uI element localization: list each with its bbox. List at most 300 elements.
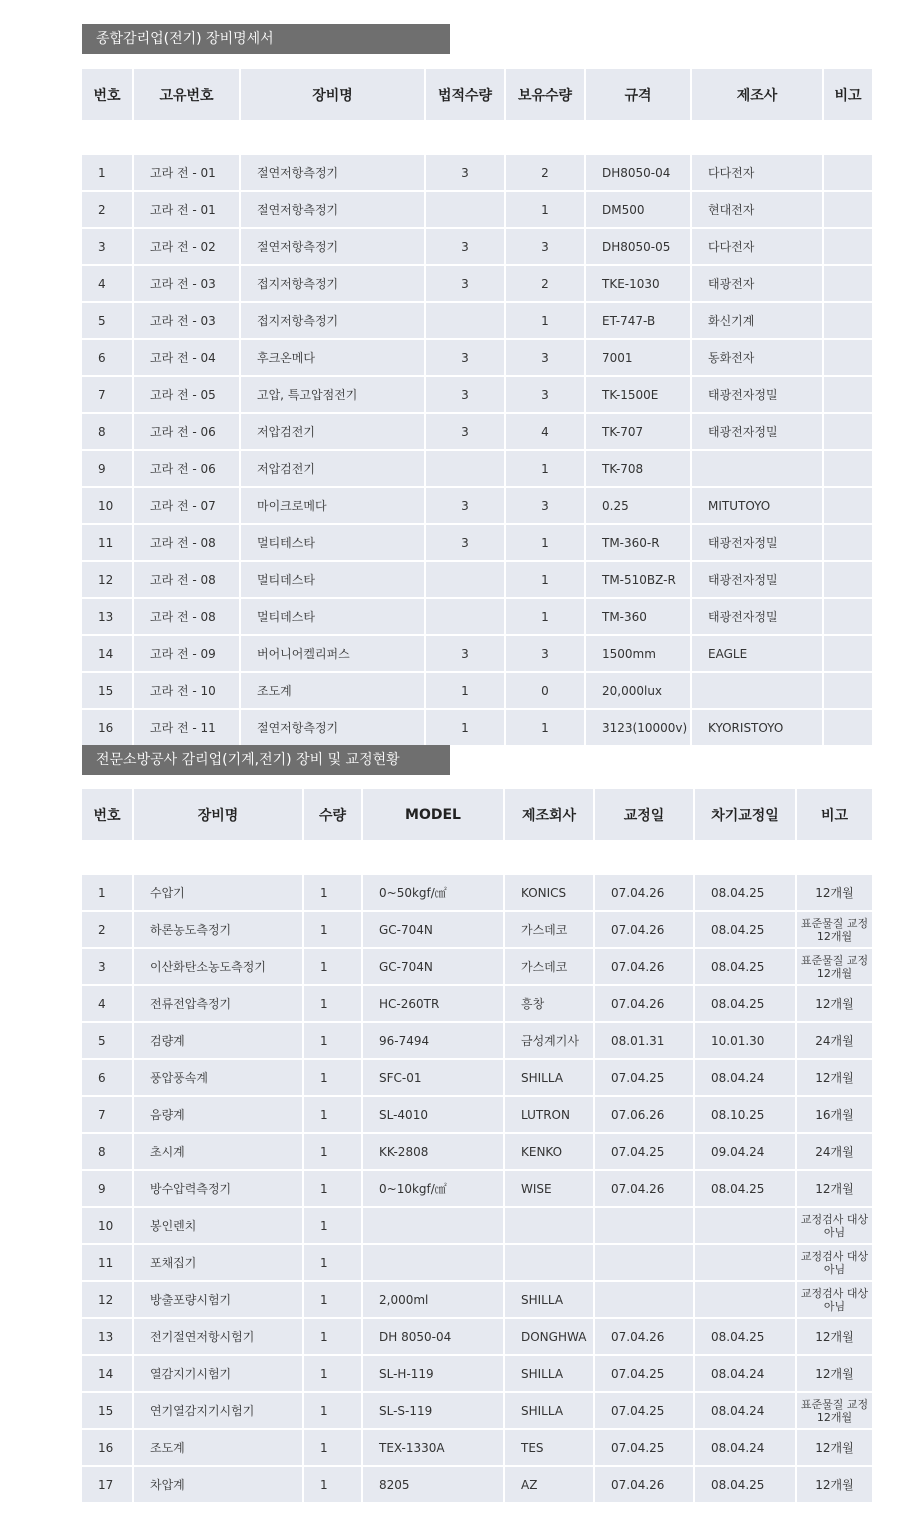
table-cell bbox=[426, 303, 506, 340]
table-cell: 1 bbox=[506, 710, 586, 747]
table-cell: 고라 전 - 09 bbox=[134, 636, 241, 673]
table-cell: 1 bbox=[304, 1023, 363, 1060]
table-cell: 08.04.25 bbox=[695, 1171, 797, 1208]
table-cell bbox=[695, 1282, 797, 1319]
table-cell: 1 bbox=[304, 1208, 363, 1245]
table-cell: 1 bbox=[506, 599, 586, 636]
table-cell: DH8050-05 bbox=[586, 229, 692, 266]
table-cell: 저압검전기 bbox=[241, 414, 426, 451]
table-cell: 3 bbox=[426, 414, 506, 451]
table-cell: TM-360-R bbox=[586, 525, 692, 562]
table-cell: MITUTOYO bbox=[692, 488, 824, 525]
table-row bbox=[82, 303, 872, 340]
table-cell: 2,000ml bbox=[363, 1282, 505, 1319]
table-cell: 17 bbox=[82, 1467, 134, 1504]
table-cell: 10.01.30 bbox=[695, 1023, 797, 1060]
table-cell: 표준물질 교정12개월 bbox=[797, 1393, 872, 1430]
table-cell: 3 bbox=[426, 155, 506, 192]
table-cell: 07.04.25 bbox=[595, 1430, 695, 1467]
table-cell: 조도계 bbox=[241, 673, 426, 710]
table-cell: EAGLE bbox=[692, 636, 824, 673]
table-cell: 07.06.26 bbox=[595, 1097, 695, 1134]
table-cell: 풍압풍속계 bbox=[134, 1060, 304, 1097]
column-header: 장비명 bbox=[241, 69, 426, 120]
table-cell: 13 bbox=[82, 599, 134, 636]
table-cell: 고라 전 - 02 bbox=[134, 229, 241, 266]
table-cell: 고압, 특고압점전기 bbox=[241, 377, 426, 414]
table-cell: 고라 전 - 08 bbox=[134, 599, 241, 636]
table-cell: 포채집기 bbox=[134, 1245, 304, 1282]
table-cell bbox=[426, 451, 506, 488]
table-cell bbox=[824, 636, 872, 673]
table-cell: 3 bbox=[506, 340, 586, 377]
table-cell: 0.25 bbox=[586, 488, 692, 525]
table-cell: 12 bbox=[82, 1282, 134, 1319]
table-cell: TKE-1030 bbox=[586, 266, 692, 303]
table-cell: 절연저항측정기 bbox=[241, 710, 426, 747]
table-cell: 가스데코 bbox=[505, 912, 595, 949]
table-cell bbox=[363, 1208, 505, 1245]
table-cell: 차압계 bbox=[134, 1467, 304, 1504]
table-cell: 3 bbox=[506, 377, 586, 414]
table-cell: 가스데코 bbox=[505, 949, 595, 986]
table-cell: 후크온메다 bbox=[241, 340, 426, 377]
table-cell: TM-360 bbox=[586, 599, 692, 636]
column-header: 비고 bbox=[824, 69, 872, 120]
table-cell: 고라 전 - 01 bbox=[134, 192, 241, 229]
table-cell bbox=[595, 1245, 695, 1282]
table-cell: 마이크로메다 bbox=[241, 488, 426, 525]
table-cell: 표준물질 교정 12개월 bbox=[797, 912, 872, 949]
table-cell: 6 bbox=[82, 1060, 134, 1097]
table-cell: SL-H-119 bbox=[363, 1356, 505, 1393]
table-cell: 1 bbox=[82, 155, 134, 192]
table-cell: 96-7494 bbox=[363, 1023, 505, 1060]
table-cell bbox=[824, 377, 872, 414]
table-cell: 7 bbox=[82, 377, 134, 414]
table-cell bbox=[824, 673, 872, 710]
column-header: MODEL bbox=[363, 789, 505, 840]
table-cell: DH 8050-04 bbox=[363, 1319, 505, 1356]
table-cell: 표준물질 교정 12개월 bbox=[797, 949, 872, 986]
table-cell: 0~50kgf/㎠ bbox=[363, 875, 505, 912]
table-row bbox=[82, 673, 872, 710]
table-cell: 24개월 bbox=[797, 1134, 872, 1171]
table-cell: 고라 전 - 06 bbox=[134, 451, 241, 488]
table-cell: LUTRON bbox=[505, 1097, 595, 1134]
table-cell: 고라 전 - 03 bbox=[134, 266, 241, 303]
table-cell bbox=[505, 1245, 595, 1282]
equipment-spec-title: 종합감리업(전기) 장비명세서 bbox=[82, 24, 450, 54]
table-cell: 1 bbox=[506, 525, 586, 562]
table-cell: 고라 전 - 08 bbox=[134, 525, 241, 562]
table-cell: 동화전자 bbox=[692, 340, 824, 377]
table-cell bbox=[824, 562, 872, 599]
table-cell: 접지저항측정기 bbox=[241, 303, 426, 340]
table-cell: 교정검사 대상아님 bbox=[797, 1282, 872, 1319]
table-cell bbox=[824, 414, 872, 451]
table-cell: TK-707 bbox=[586, 414, 692, 451]
table-cell: SHILLA bbox=[505, 1356, 595, 1393]
table-cell: 07.04.26 bbox=[595, 1467, 695, 1504]
table-cell: 13 bbox=[82, 1319, 134, 1356]
table-cell: DONGHWA bbox=[505, 1319, 595, 1356]
table-cell: 3 bbox=[426, 525, 506, 562]
table-cell: KYORISTOYO bbox=[692, 710, 824, 747]
table-row bbox=[82, 1134, 872, 1171]
table-cell: 전기절연저항시험기 bbox=[134, 1319, 304, 1356]
table-cell: 1 bbox=[426, 710, 506, 747]
table-cell: HC-260TR bbox=[363, 986, 505, 1023]
table-cell: 9 bbox=[82, 1171, 134, 1208]
table-cell: 07.04.26 bbox=[595, 875, 695, 912]
table-cell: KK-2808 bbox=[363, 1134, 505, 1171]
table-cell: 5 bbox=[82, 1023, 134, 1060]
table-cell: 고라 전 - 04 bbox=[134, 340, 241, 377]
table-cell: 1 bbox=[304, 1467, 363, 1504]
table-cell: 12개월 bbox=[797, 1171, 872, 1208]
table-cell: 12 bbox=[82, 562, 134, 599]
table-cell: 10 bbox=[82, 488, 134, 525]
table-row bbox=[82, 1097, 872, 1134]
table-cell: 멀티데스타 bbox=[241, 562, 426, 599]
table-row bbox=[82, 710, 872, 747]
table-cell: 12개월 bbox=[797, 875, 872, 912]
table-cell: 1 bbox=[304, 1430, 363, 1467]
table-cell bbox=[824, 340, 872, 377]
table-cell: 7001 bbox=[586, 340, 692, 377]
table-cell: 10 bbox=[82, 1208, 134, 1245]
table-cell: 태광전자정밀 bbox=[692, 525, 824, 562]
table-row bbox=[82, 1356, 872, 1393]
table-cell: 연기열감지기시험기 bbox=[134, 1393, 304, 1430]
table-cell: 11 bbox=[82, 1245, 134, 1282]
table-cell: 08.04.25 bbox=[695, 949, 797, 986]
column-header: 차기교정일 bbox=[695, 789, 797, 840]
table-cell: 3 bbox=[426, 377, 506, 414]
table-cell bbox=[824, 229, 872, 266]
table-row bbox=[82, 525, 872, 562]
table-cell: 1 bbox=[82, 875, 134, 912]
table-cell: 고라 전 - 01 bbox=[134, 155, 241, 192]
table-cell: 3 bbox=[82, 229, 134, 266]
table-cell: 1500mm bbox=[586, 636, 692, 673]
table-cell: 15 bbox=[82, 673, 134, 710]
table-row bbox=[82, 488, 872, 525]
table-header-row bbox=[82, 69, 872, 120]
table-cell: 12개월 bbox=[797, 1319, 872, 1356]
table-cell: TK-708 bbox=[586, 451, 692, 488]
table-cell: SL-4010 bbox=[363, 1097, 505, 1134]
table-cell bbox=[824, 599, 872, 636]
table-cell: 08.04.25 bbox=[695, 1319, 797, 1356]
table-cell: 8 bbox=[82, 414, 134, 451]
table-cell: SHILLA bbox=[505, 1282, 595, 1319]
table-cell: 교정검사 대상아님 bbox=[797, 1245, 872, 1282]
table-cell: 08.04.24 bbox=[695, 1430, 797, 1467]
table-cell: 3 bbox=[506, 488, 586, 525]
table-cell: 현대전자 bbox=[692, 192, 824, 229]
table-cell bbox=[824, 303, 872, 340]
table-cell: 수압기 bbox=[134, 875, 304, 912]
table-row bbox=[82, 912, 872, 949]
table-row bbox=[82, 1171, 872, 1208]
table-cell: GC-704N bbox=[363, 912, 505, 949]
table-cell: 1 bbox=[304, 1060, 363, 1097]
table-row bbox=[82, 451, 872, 488]
table-cell: 흥창 bbox=[505, 986, 595, 1023]
table-row bbox=[82, 986, 872, 1023]
table-cell: 검량계 bbox=[134, 1023, 304, 1060]
table-cell bbox=[824, 525, 872, 562]
table-row bbox=[82, 1282, 872, 1319]
table-cell: 태광전자정밀 bbox=[692, 414, 824, 451]
table-cell: 고라 전 - 11 bbox=[134, 710, 241, 747]
table-cell: 2 bbox=[506, 155, 586, 192]
table-cell: 15 bbox=[82, 1393, 134, 1430]
column-header: 비고 bbox=[797, 789, 872, 840]
table-cell: 1 bbox=[506, 451, 586, 488]
table-row bbox=[82, 1208, 872, 1245]
table-cell: DM500 bbox=[586, 192, 692, 229]
table-cell: SFC-01 bbox=[363, 1060, 505, 1097]
table-cell: 1 bbox=[304, 949, 363, 986]
table-cell: 9 bbox=[82, 451, 134, 488]
table-cell: 절연저항측정기 bbox=[241, 155, 426, 192]
table-cell: 조도계 bbox=[134, 1430, 304, 1467]
table-cell: 8 bbox=[82, 1134, 134, 1171]
table-cell: 저압검전기 bbox=[241, 451, 426, 488]
table-cell: 6 bbox=[82, 340, 134, 377]
table-cell: 태광전자정밀 bbox=[692, 562, 824, 599]
table-cell: 2 bbox=[82, 192, 134, 229]
table-header-row bbox=[82, 789, 872, 840]
table-row bbox=[82, 875, 872, 912]
table-cell: 07.04.26 bbox=[595, 949, 695, 986]
table-cell: 08.04.25 bbox=[695, 986, 797, 1023]
table-cell: 8205 bbox=[363, 1467, 505, 1504]
table-cell: 3123(10000v) bbox=[586, 710, 692, 747]
table-cell: 봉인렌치 bbox=[134, 1208, 304, 1245]
table-row bbox=[82, 1245, 872, 1282]
table-cell: 12개월 bbox=[797, 1467, 872, 1504]
table-cell: 1 bbox=[506, 303, 586, 340]
table-cell: 태광전자정밀 bbox=[692, 377, 824, 414]
table-cell bbox=[824, 192, 872, 229]
column-header: 고유번호 bbox=[134, 69, 241, 120]
table-cell: 음량계 bbox=[134, 1097, 304, 1134]
column-header: 법적수량 bbox=[426, 69, 506, 120]
table-cell: TM-510BZ-R bbox=[586, 562, 692, 599]
column-header: 번호 bbox=[82, 69, 134, 120]
table-cell: 1 bbox=[304, 1134, 363, 1171]
table-cell: SHILLA bbox=[505, 1393, 595, 1430]
table-row bbox=[82, 636, 872, 673]
table-cell: 08.01.31 bbox=[595, 1023, 695, 1060]
table-cell: 08.04.24 bbox=[695, 1060, 797, 1097]
table-cell: 3 bbox=[426, 636, 506, 673]
table-cell: 하론농도측정기 bbox=[134, 912, 304, 949]
table-cell: 3 bbox=[506, 636, 586, 673]
table-cell: ET-747-B bbox=[586, 303, 692, 340]
table-cell: 1 bbox=[304, 1171, 363, 1208]
table-cell: 3 bbox=[82, 949, 134, 986]
table-cell: 1 bbox=[304, 986, 363, 1023]
table-cell: 1 bbox=[304, 1097, 363, 1134]
table-cell: 고라 전 - 08 bbox=[134, 562, 241, 599]
table-cell: 이산화탄소농도측정기 bbox=[134, 949, 304, 986]
calibration-status-title: 전문소방공사 감리업(기계,전기) 장비 및 교정현황 bbox=[82, 745, 450, 775]
table-row bbox=[82, 1467, 872, 1504]
table-cell: 4 bbox=[82, 986, 134, 1023]
table-cell bbox=[824, 451, 872, 488]
table-cell: 12개월 bbox=[797, 1430, 872, 1467]
table-cell: 08.04.25 bbox=[695, 875, 797, 912]
table-row bbox=[82, 1060, 872, 1097]
table-cell bbox=[426, 599, 506, 636]
table-row bbox=[82, 414, 872, 451]
table-row bbox=[82, 1023, 872, 1060]
table-row bbox=[82, 1393, 872, 1430]
table-cell: TK-1500E bbox=[586, 377, 692, 414]
table-cell: 방출포량시험기 bbox=[134, 1282, 304, 1319]
table-cell: 1 bbox=[304, 1319, 363, 1356]
table-cell: 07.04.26 bbox=[595, 1319, 695, 1356]
table-cell: 1 bbox=[304, 1282, 363, 1319]
column-header: 규격 bbox=[586, 69, 692, 120]
table-row bbox=[82, 1430, 872, 1467]
calibration-status-table bbox=[82, 789, 872, 1504]
table-row bbox=[82, 340, 872, 377]
table-cell: 2 bbox=[82, 912, 134, 949]
table-cell: 07.04.25 bbox=[595, 1134, 695, 1171]
table-cell: 열감지기시험기 bbox=[134, 1356, 304, 1393]
table-row bbox=[82, 229, 872, 266]
table-cell: 08.04.24 bbox=[695, 1356, 797, 1393]
table-cell: 20,000lux bbox=[586, 673, 692, 710]
table-cell: 1 bbox=[304, 1245, 363, 1282]
table-row bbox=[82, 266, 872, 303]
table-cell: 16개월 bbox=[797, 1097, 872, 1134]
table-cell: 16 bbox=[82, 1430, 134, 1467]
table-cell: 1 bbox=[304, 875, 363, 912]
table-cell: 3 bbox=[506, 229, 586, 266]
table-cell: 멀티데스타 bbox=[241, 599, 426, 636]
table-row bbox=[82, 949, 872, 986]
table-cell: 버어니어켈리퍼스 bbox=[241, 636, 426, 673]
table-cell: 2 bbox=[506, 266, 586, 303]
table-cell: 1 bbox=[304, 1356, 363, 1393]
table-cell: 1 bbox=[506, 192, 586, 229]
table-cell bbox=[695, 1208, 797, 1245]
table-cell: 0~10kgf/㎠ bbox=[363, 1171, 505, 1208]
table-cell bbox=[595, 1208, 695, 1245]
table-cell: 3 bbox=[426, 266, 506, 303]
column-header: 교정일 bbox=[595, 789, 695, 840]
table-cell: WISE bbox=[505, 1171, 595, 1208]
table-cell: 멀티테스타 bbox=[241, 525, 426, 562]
table-row bbox=[82, 562, 872, 599]
table-cell: 12개월 bbox=[797, 986, 872, 1023]
column-header: 보유수량 bbox=[506, 69, 586, 120]
table-cell: 1 bbox=[304, 1393, 363, 1430]
table-cell: 08.04.24 bbox=[695, 1393, 797, 1430]
table-row bbox=[82, 1319, 872, 1356]
table-cell: 절연저항측정기 bbox=[241, 192, 426, 229]
table-cell: KONICS bbox=[505, 875, 595, 912]
table-cell: 화신기계 bbox=[692, 303, 824, 340]
table-cell: 1 bbox=[426, 673, 506, 710]
table-cell: 08.04.25 bbox=[695, 912, 797, 949]
table-row bbox=[82, 192, 872, 229]
table-cell bbox=[692, 673, 824, 710]
table-cell: 1 bbox=[506, 562, 586, 599]
column-header: 수량 bbox=[304, 789, 363, 840]
table-cell: 다다전자 bbox=[692, 155, 824, 192]
table-cell: 07.04.26 bbox=[595, 912, 695, 949]
table-cell: 1 bbox=[304, 912, 363, 949]
table-cell: TEX-1330A bbox=[363, 1430, 505, 1467]
table-cell bbox=[824, 488, 872, 525]
table-cell: 4 bbox=[506, 414, 586, 451]
table-cell: GC-704N bbox=[363, 949, 505, 986]
table-cell: 5 bbox=[82, 303, 134, 340]
table-cell: 08.04.25 bbox=[695, 1467, 797, 1504]
table-cell: 0 bbox=[506, 673, 586, 710]
table-cell bbox=[692, 451, 824, 488]
equipment-spec-table bbox=[82, 69, 872, 747]
table-cell: KENKO bbox=[505, 1134, 595, 1171]
table-cell: 07.04.26 bbox=[595, 986, 695, 1023]
table-cell: SHILLA bbox=[505, 1060, 595, 1097]
table-cell: 4 bbox=[82, 266, 134, 303]
table-cell: 7 bbox=[82, 1097, 134, 1134]
table-cell: 초시계 bbox=[134, 1134, 304, 1171]
table-cell: 방수압력측정기 bbox=[134, 1171, 304, 1208]
table-cell: 고라 전 - 10 bbox=[134, 673, 241, 710]
table-cell: 07.04.25 bbox=[595, 1356, 695, 1393]
table-cell: 다다전자 bbox=[692, 229, 824, 266]
table-cell: 07.04.26 bbox=[595, 1171, 695, 1208]
table-cell: 교정검사 대상아님 bbox=[797, 1208, 872, 1245]
table-cell bbox=[426, 192, 506, 229]
table-cell: 전류전압측정기 bbox=[134, 986, 304, 1023]
table-cell bbox=[695, 1245, 797, 1282]
table-cell: 08.10.25 bbox=[695, 1097, 797, 1134]
table-cell: 07.04.25 bbox=[595, 1393, 695, 1430]
table-row bbox=[82, 377, 872, 414]
table-cell: 금성계기사 bbox=[505, 1023, 595, 1060]
table-cell: 12개월 bbox=[797, 1060, 872, 1097]
table-cell: 태광전자 bbox=[692, 266, 824, 303]
table-cell: 07.04.25 bbox=[595, 1060, 695, 1097]
table-cell: AZ bbox=[505, 1467, 595, 1504]
table-cell: 3 bbox=[426, 488, 506, 525]
column-header: 장비명 bbox=[134, 789, 304, 840]
table-cell bbox=[363, 1245, 505, 1282]
table-cell bbox=[595, 1282, 695, 1319]
table-cell: 고라 전 - 06 bbox=[134, 414, 241, 451]
table-cell: 3 bbox=[426, 340, 506, 377]
column-header: 번호 bbox=[82, 789, 134, 840]
table-row bbox=[82, 599, 872, 636]
table-cell bbox=[824, 266, 872, 303]
table-cell: 24개월 bbox=[797, 1023, 872, 1060]
table-cell: TES bbox=[505, 1430, 595, 1467]
table-cell: 09.04.24 bbox=[695, 1134, 797, 1171]
table-cell: 11 bbox=[82, 525, 134, 562]
table-cell: 3 bbox=[426, 229, 506, 266]
